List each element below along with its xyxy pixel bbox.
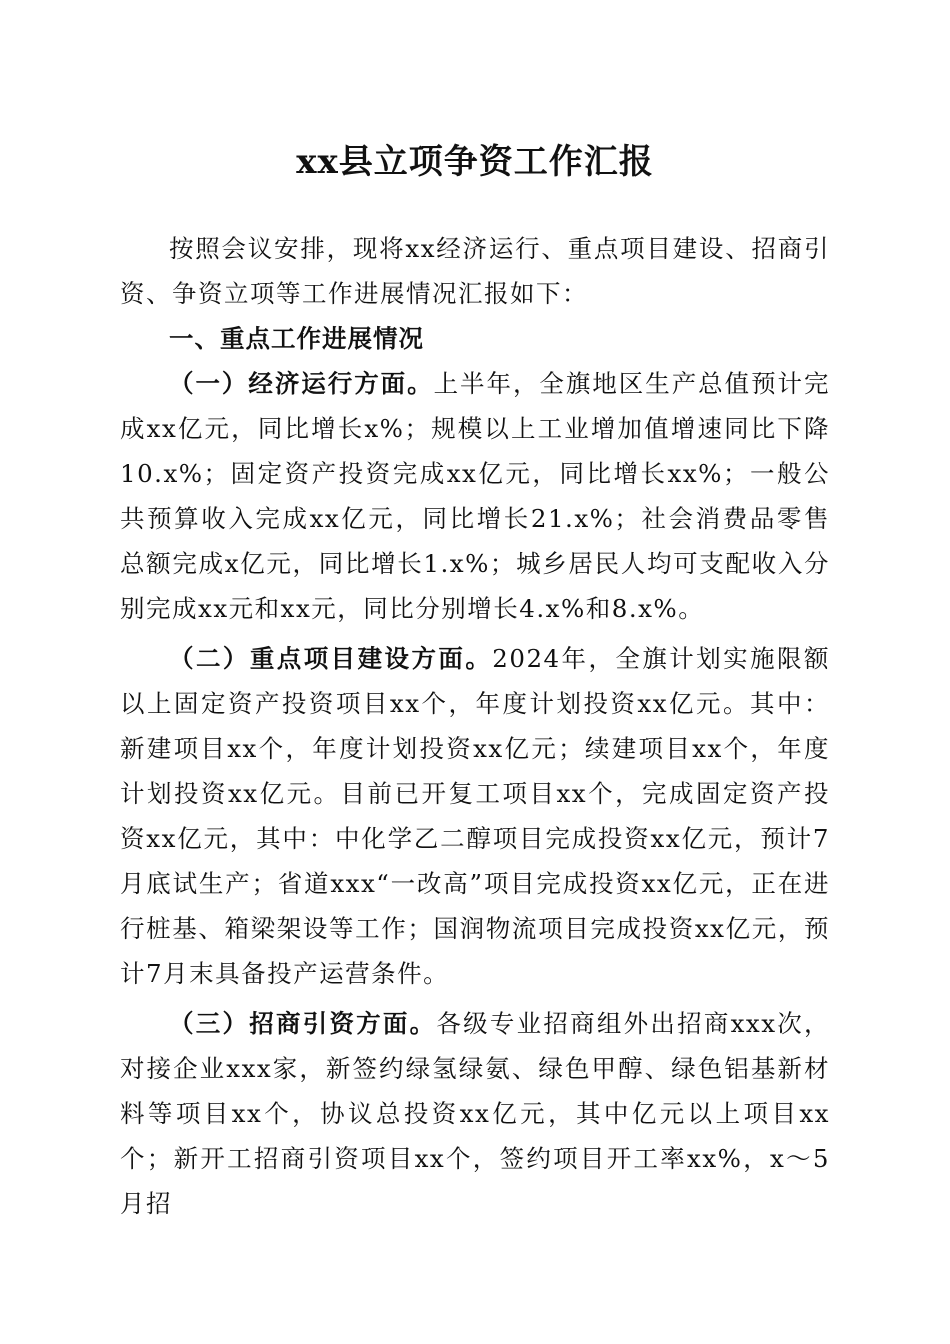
section-heading-1: 一、重点工作进展情况 [169, 324, 424, 353]
paragraph-economic-operation [120, 361, 830, 631]
paragraph-text: 上半年，全旗地区生产总值预计完成xx亿元，同比增长x%；规模以上工业增加值增速同比下降10.x%；固定资产投资完成xx亿元，同比增长xx%；一般公共预算收入完成xx亿元，同比增长21.x%；社会消费品零售总额完成x亿元，同比增长1.x%；城乡居民人均可支配收入分别完成xx元和xx元，同比分别增长4.x%和8.x%。 [120, 369, 831, 623]
paragraph-text: 2024年，全旗计划实施限额以上固定资产投资项目xx个，年度计划投资xx亿元。其中：新建项目xx个，年度计划投资xx亿元；续建项目xx个，年度计划投资xx亿元。目前已开复工项目xx个，完成固定资产投资xx亿元，其中：中化学乙二醇项目完成投资xx亿元，预计7月底试生产；省道xxx“一改高”项目完成投资xx亿元，正在进行桩基、箱梁架设等工作；国润物流项目完成投资xx亿元，预计7月末具备投产运营条件。 [120, 644, 830, 988]
intro-paragraph: 按照会议安排，现将xx经济运行、重点项目建设、招商引资、争资立项等工作进展情况汇报如下： [120, 234, 830, 308]
paragraph-key-projects [120, 636, 830, 996]
page-title: xx县立项争资工作汇报 [296, 142, 654, 182]
paragraph-investment-attraction [120, 1001, 830, 1226]
paragraph-lead: （一）经济运行方面。 [169, 369, 434, 398]
document-body [120, 226, 830, 1226]
paragraph-lead: （三）招商引资方面。 [169, 1009, 437, 1038]
paragraph-lead: （二）重点项目建设方面。 [169, 644, 493, 673]
paragraph-text: 各级专业招商组外出招商xxx次，对接企业xxx家，新签约绿氢绿氨、绿色甲醇、绿色铝基新材料等项目xx个，协议总投资xx亿元，其中亿元以上项目xx个；新开工招商引资项目xx个，签约项目开工率xx%，x～5月招 [120, 1009, 831, 1218]
